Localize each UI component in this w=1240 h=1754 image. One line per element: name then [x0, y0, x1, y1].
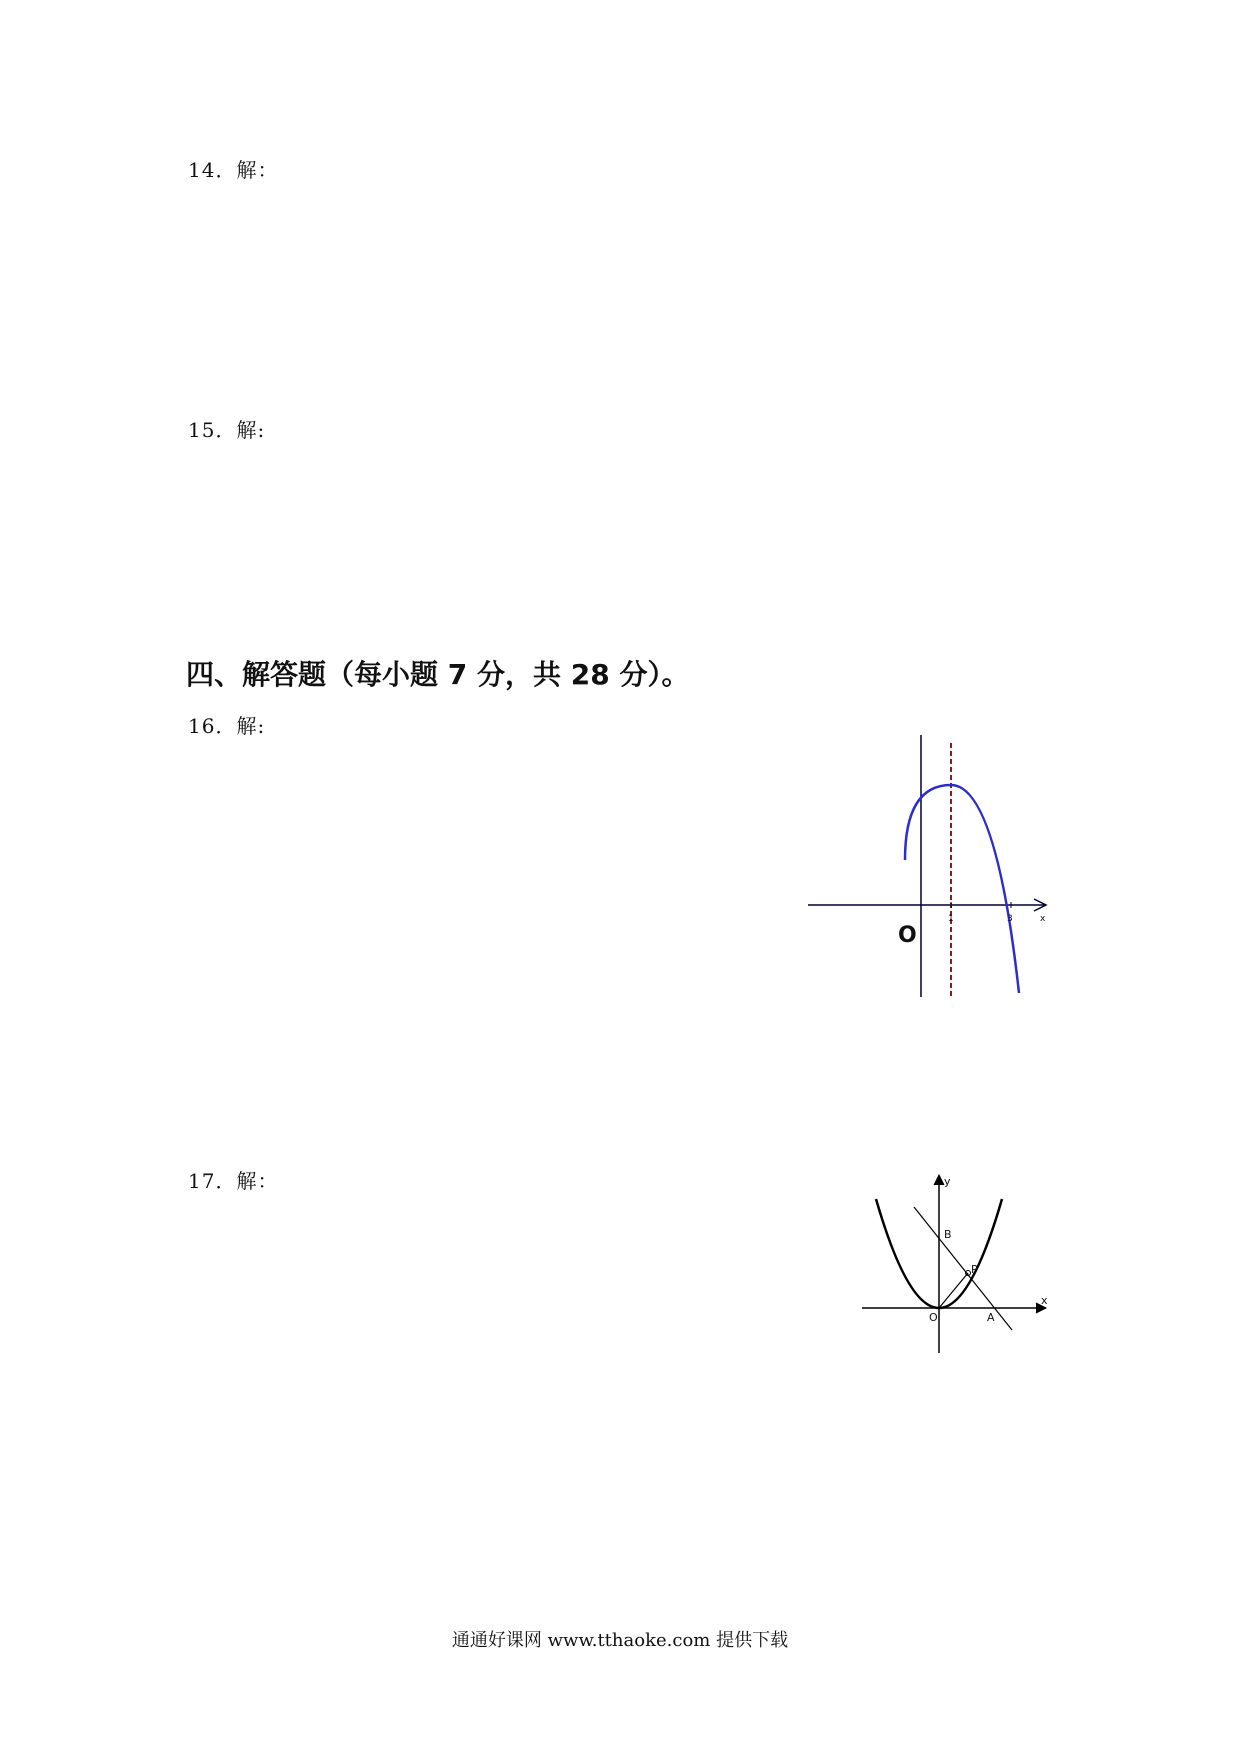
fig16-x-label: x: [1040, 914, 1046, 924]
section-heading: 四、解答题（每小题 7 分，共 28 分）。: [186, 658, 690, 691]
figure-16-parabola-graph: [808, 735, 1048, 995]
page-footer: 通通好课网 www.tthaoke.com 提供下载: [451, 1630, 789, 1651]
fig16-parabola-curve: [905, 785, 1019, 993]
fig17-label-A: A: [987, 1311, 995, 1324]
figure-17-parabola-line-graph: [862, 1175, 1062, 1355]
fig16-tick-label-3: 3: [1007, 914, 1013, 924]
fig17-label-B: B: [944, 1228, 952, 1241]
answer-label-15: 15．解:: [188, 418, 266, 442]
fig17-y-label: y: [944, 1175, 951, 1188]
answer-label-16: 16．解:: [188, 714, 266, 738]
fig17-x-label: x: [1041, 1294, 1048, 1307]
answer-label-17: 17．解：: [188, 1169, 279, 1193]
fig17-label-P: P: [971, 1263, 978, 1276]
answer-label-14: 14．解：: [188, 158, 279, 182]
fig16-tick-label-1: 1: [948, 914, 954, 924]
fig17-label-O: O: [929, 1311, 938, 1324]
fig17-y-axis-arrow: [934, 1175, 944, 1185]
fig16-origin-label: O: [898, 923, 917, 948]
